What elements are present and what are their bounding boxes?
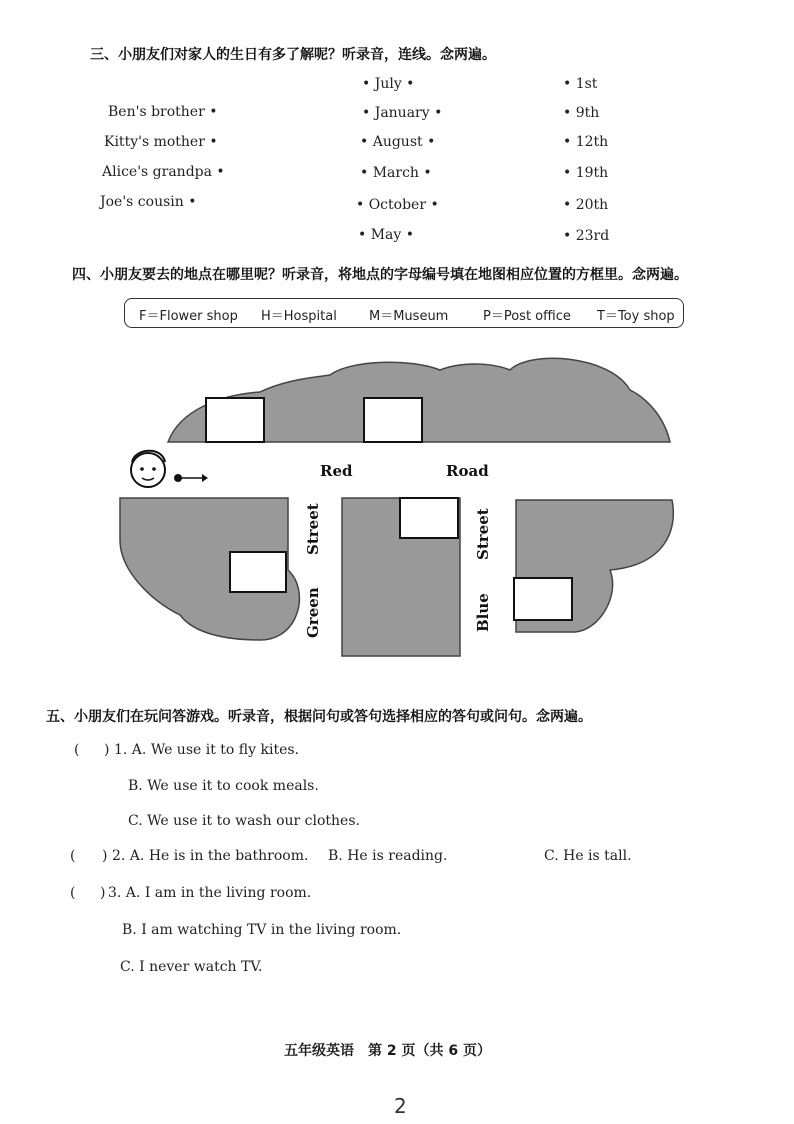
answer-box: [364, 398, 422, 442]
answer-bracket-open[interactable]: (: [70, 885, 76, 901]
answer-box: [206, 398, 264, 442]
legend-item-post-office: P＝Post office: [483, 309, 571, 324]
section5-heading: 五、小朋友们在玩问答游戏。听录音，根据问句或答句选择相应的答句或问句。念两遍。: [46, 709, 592, 725]
person-label: Ben's brother •: [108, 104, 218, 120]
section4-heading: 四、小朋友要去的地点在哪里呢？听录音，将地点的字母编号填在地图相应位置的方框里。念两遍。: [72, 267, 688, 283]
question-option: C. He is tall.: [544, 848, 632, 864]
day-label: • 1st: [563, 76, 598, 92]
day-label: • 23rd: [563, 228, 610, 244]
answer-box: [514, 578, 572, 620]
month-label: • March •: [360, 165, 432, 181]
day-label: • 19th: [563, 165, 609, 181]
answer-bracket-close: ): [100, 885, 106, 901]
answer-bracket-close: ): [104, 742, 110, 758]
answer-bracket-close: ): [102, 848, 108, 864]
answer-box: [400, 498, 458, 538]
legend-item-museum: M＝Museum: [369, 309, 449, 324]
page-footer: 五年级英语 第 2 页（共 6 页）: [284, 1043, 491, 1059]
person-label: Joe's cousin •: [100, 194, 197, 210]
legend-item-hospital: H＝Hospital: [261, 309, 337, 324]
question-option: 3. A. I am in the living room.: [108, 885, 312, 901]
person-label: Kitty's mother •: [104, 134, 218, 150]
month-label: • October •: [356, 197, 439, 213]
road-label: Red: [320, 462, 353, 480]
month-label: • May •: [358, 227, 415, 243]
page-number: 2: [394, 1094, 407, 1118]
street-label: Street: [474, 508, 492, 560]
answer-bracket-open[interactable]: (: [70, 848, 76, 864]
question-option: B. I am watching TV in the living room.: [122, 922, 402, 938]
legend-item-toy-shop: T＝Toy shop: [597, 309, 675, 324]
legend-box: [124, 298, 684, 328]
street-label: Green: [304, 587, 322, 638]
month-label: • August •: [360, 134, 436, 150]
answer-bracket-open[interactable]: (: [74, 742, 80, 758]
month-label: • July •: [362, 76, 415, 92]
question-option: 1. A. We use it to fly kites.: [114, 742, 300, 758]
day-label: • 9th: [563, 105, 600, 121]
street-label: Street: [304, 503, 322, 555]
question-option: C. I never watch TV.: [120, 959, 263, 975]
question-option: 2. A. He is in the bathroom.: [112, 848, 309, 864]
person-label: Alice's grandpa •: [102, 164, 225, 180]
arrow-right-icon: [174, 474, 208, 482]
street-label: Blue: [474, 593, 492, 632]
street-map: [110, 340, 690, 680]
day-label: • 20th: [563, 197, 609, 213]
question-option: B. He is reading.: [328, 848, 448, 864]
road-label: Road: [446, 462, 489, 480]
legend-item-flower-shop: F＝Flower shop: [139, 309, 238, 324]
question-option: C. We use it to wash our clothes.: [128, 813, 360, 829]
answer-box: [230, 552, 286, 592]
month-label: • January •: [362, 105, 443, 121]
boy-face-icon: [131, 451, 165, 487]
day-label: • 12th: [563, 134, 609, 150]
section3-heading: 三、小朋友们对家人的生日有多了解呢？听录音，连线。念两遍。: [90, 47, 496, 63]
question-option: B. We use it to cook meals.: [128, 778, 319, 794]
